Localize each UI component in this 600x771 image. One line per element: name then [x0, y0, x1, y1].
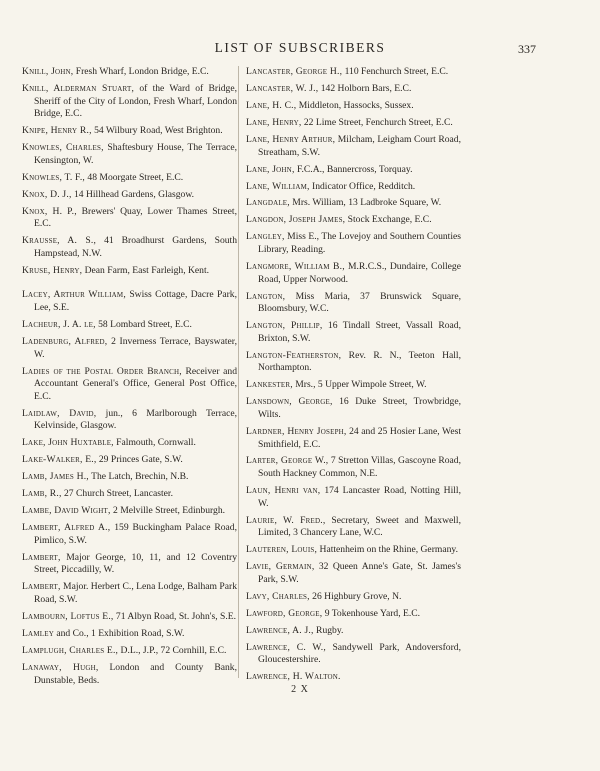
subscriber-entry	[246, 261, 461, 286]
subscriber-address: 142 Holborn Bars, E.C.	[318, 82, 412, 94]
subscriber-name: Kruse, Henry,	[22, 264, 83, 276]
subscriber-name: Laidlaw, David,	[22, 407, 97, 419]
subscriber-address: D.L., J.P., 72 Cornhill, E.C.	[118, 644, 227, 656]
subscriber-address: Indicator Office, Redditch.	[309, 180, 416, 192]
subscriber-entry	[22, 125, 237, 138]
subscriber-entry	[246, 197, 461, 210]
subscriber-entry	[246, 426, 461, 451]
subscriber-name: Ladies of the Postal Order Branch,	[22, 365, 182, 377]
subscriber-address: Sandywell Park, Andoversford, Gloucestershire.	[258, 641, 461, 666]
subscriber-entry	[246, 320, 461, 345]
subscriber-name: Knipe, Henry R.,	[22, 125, 92, 137]
subscriber-column-right	[246, 66, 461, 688]
subscriber-entry	[246, 591, 461, 604]
subscriber-entry	[22, 206, 237, 231]
subscriber-entry	[22, 552, 237, 577]
subscriber-name: Lamb, R.,	[22, 488, 62, 500]
subscriber-entry	[246, 561, 461, 586]
subscriber-entry	[246, 379, 461, 392]
subscriber-address: 2 Inverness Terrace, Bayswater, W.	[34, 336, 237, 360]
subscriber-name: Lardner, Henry Joseph,	[246, 425, 347, 437]
subscriber-address: 159 Buckingham Palace Road, Pimlico, S.W.	[34, 522, 237, 546]
subscriber-address: 22 Lime Street, Fenchurch Street, E.C.	[301, 116, 453, 128]
subscriber-entry	[22, 66, 237, 79]
subscriber-name: Lane, H. C.,	[246, 99, 297, 111]
subscriber-entry	[246, 117, 461, 130]
subscriber-address: Dean Farm, East Farleigh, Kent.	[82, 264, 210, 276]
subscriber-name: Lamley	[22, 627, 54, 639]
subscriber-address: 54 Wilbury Road, West Brighton.	[91, 125, 223, 137]
subscriber-address: of the Ward of Bridge, Sheriff of the City of London, Fresh Wharf, London Bridge, E.C.	[34, 82, 237, 120]
subscriber-name: Knill, John,	[22, 66, 74, 77]
subscriber-entry	[246, 625, 461, 638]
subscriber-entry	[22, 454, 237, 467]
subscriber-address: Falmouth, Cornwall.	[113, 437, 196, 449]
subscriber-name: Lawford, George,	[246, 607, 323, 619]
subscriber-name: Lane, William,	[246, 180, 310, 192]
subscriber-name: Knox, D. J.,	[22, 188, 72, 200]
subscriber-address: Stock Exchange, E.C.	[345, 214, 432, 226]
subscriber-name: Larter, George W.,	[246, 455, 329, 467]
subscriber-address: M.R.C.S., Dundaire, College Road, Upper Norwood.	[258, 261, 461, 285]
subscriber-name: Knox, H. P.,	[22, 205, 77, 217]
subscriber-name: Knill, Alderman Stuart,	[22, 82, 135, 94]
subscriber-name: Langmore, William B.,	[246, 261, 345, 273]
subscriber-address: Milcham, Leigham Court Road, Streatham, S.W.	[258, 133, 461, 158]
subscriber-address: Miss E., The Lovejoy and Southern Counties Library, Reading.	[258, 231, 461, 256]
subscriber-name: Lacey, Arthur William,	[22, 289, 126, 301]
subscriber-entry	[22, 611, 237, 624]
subscriber-entry	[246, 164, 461, 177]
subscriber-address: 71 Albyn Road, St. John's, S.E.	[113, 610, 236, 622]
subscriber-name: Langton, Phillip,	[246, 320, 323, 332]
subscriber-name: Lake-Walker, E.,	[22, 454, 97, 466]
subscriber-address: Brewers' Quay, Lower Thames Street, E.C.	[34, 205, 237, 230]
subscriber-address: 26 Highbury Grove, N.	[309, 590, 402, 602]
subscriber-name: Langdon, Joseph James,	[246, 214, 346, 226]
subscriber-name: Lambe, David Wight,	[22, 505, 111, 517]
subscriber-entry	[22, 581, 237, 606]
subscriber-address: 16 Duke Street, Trowbridge, Wilts.	[258, 396, 461, 420]
subscriber-entry	[22, 142, 237, 167]
subscriber-name: Knowles, Charles,	[22, 142, 104, 154]
subscriber-entry	[22, 83, 237, 121]
subscriber-name: Lane, John,	[246, 163, 295, 175]
subscriber-name: Knowles, T. F.,	[22, 171, 86, 183]
subscriber-entry	[246, 291, 461, 316]
subscriber-entry	[246, 66, 461, 79]
subscriber-address: 14 Hillhead Gardens, Glasgow.	[71, 188, 195, 200]
subscriber-name: Lancaster, George H.,	[246, 66, 343, 77]
subscriber-name: Lavie, Germain,	[246, 561, 315, 573]
subscriber-entry	[246, 214, 461, 227]
subscriber-entry	[246, 100, 461, 113]
subscriber-address: F.C.A., Bannercross, Torquay.	[294, 163, 413, 175]
subscriber-address: 9 Tokenhouse Yard, E.C.	[322, 607, 421, 619]
page-number: 337	[518, 42, 536, 56]
subscriber-name: Lane, Henry,	[246, 116, 302, 128]
subscriber-entry	[246, 396, 461, 421]
subscriber-name: Lawrence, C. W.,	[246, 641, 326, 653]
subscriber-address: 48 Moorgate Street, E.C.	[85, 171, 184, 183]
subscriber-address: 16 Tindall Street, Vassall Road, Brixton, S.W.	[258, 320, 461, 344]
subscriber-entry	[22, 189, 237, 202]
subscriber-address: jun., 6 Marlborough Terrace, Kelvinside, Glasgow.	[34, 407, 237, 432]
subscriber-name: Lamplugh, Charles E.,	[22, 644, 119, 656]
subscriber-name: Langdale,	[246, 197, 290, 209]
subscriber-address: Shaftesbury House, The Terrace, Kensington, W.	[34, 142, 237, 166]
subscriber-entry	[246, 455, 461, 480]
subscriber-name: Langton-Featherston,	[246, 349, 342, 361]
subscriber-name: Ladenburg, Alfred,	[22, 336, 108, 347]
column-divider	[238, 66, 239, 678]
subscriber-name: Lake, John Huxtable,	[22, 437, 114, 449]
subscriber-address: 110 Fenchurch Street, E.C.	[342, 66, 449, 77]
subscriber-address: Major George, 10, 11, and 12 Coventry Street, Piccadilly, W.	[34, 551, 237, 576]
subscriber-entry	[22, 488, 237, 501]
subscriber-address: Hattenheim on the Rhine, Germany.	[317, 544, 458, 556]
subscriber-address: Swiss Cottage, Dacre Park, Lee, S.E.	[34, 289, 237, 314]
subscriber-name: Lanaway, Hugh,	[22, 661, 99, 673]
subscriber-address: 29 Princes Gate, S.W.	[96, 454, 183, 466]
subscriber-name: Lawrence, H. Walton.	[246, 671, 341, 683]
subscriber-name: Lancaster, W. J.,	[246, 82, 319, 94]
subscriber-entry	[22, 289, 237, 314]
subscriber-address: Receiver and Accountant General's Office, General Post Office, E.C.	[34, 365, 237, 402]
subscriber-entry	[246, 671, 461, 684]
subscriber-entry	[246, 608, 461, 621]
subscriber-entry	[22, 366, 237, 404]
subscriber-address: 58 Lombard Street, E.C.	[95, 319, 192, 331]
subscriber-address: The Latch, Brechin, N.B.	[88, 471, 189, 483]
subscriber-name: Lansdown, George,	[246, 396, 333, 408]
subscriber-entry	[22, 172, 237, 185]
subscriber-entry	[246, 181, 461, 194]
subscriber-name: Lamb, James H.,	[22, 471, 89, 483]
subscriber-name: Lambert, Alfred A.,	[22, 522, 111, 534]
subscriber-address: 27 Church Street, Lancaster.	[61, 488, 173, 500]
subscriber-entry	[246, 485, 461, 510]
subscriber-entry	[246, 515, 461, 540]
subscriber-name: Laun, Henri van,	[246, 485, 321, 497]
subscriber-entry	[246, 231, 461, 256]
subscriber-name: Langton,	[246, 290, 286, 302]
subscriber-entry	[22, 336, 237, 361]
subscriber-name: Lacheur, J. A. le,	[22, 319, 96, 331]
subscriber-address: Mrs., 5 Upper Wimpole Street, W.	[292, 379, 427, 391]
subscriber-name: Langley,	[246, 231, 285, 243]
subscriber-address: Mrs. William, 13 Ladbroke Square, W.	[289, 197, 442, 209]
subscriber-column-left	[22, 66, 237, 692]
page-title: LIST OF SUBSCRIBERS	[214, 40, 386, 55]
subscriber-address: 174 Lancaster Road, Notting Hill, W.	[258, 485, 461, 509]
subscriber-entry	[22, 522, 237, 547]
subscriber-address: London and County Bank, Dunstable, Beds.	[34, 661, 237, 686]
subscriber-name: Laurie, W. Fred.,	[246, 514, 326, 526]
subscriber-entry	[246, 642, 461, 667]
subscriber-address: Rev. R. N., Teeton Hall, Northampton.	[258, 349, 461, 374]
subscriber-name: Krausse, A. S.,	[22, 235, 97, 247]
subscriber-address: 41 Broadhurst Gardens, South Hampstead, N.W.	[34, 235, 237, 259]
subscriber-address: Major. Herbert C., Lena Lodge, Balham Park Road, S.W.	[34, 581, 237, 605]
subscriber-name: Lambourn, Loftus E.,	[22, 610, 114, 622]
printer-signature-mark: 2 X	[291, 684, 309, 695]
subscriber-address: 24 and 25 Hosier Lane, West Smithfield, E.C.	[258, 425, 461, 450]
subscriber-name: Lauteren, Louis,	[246, 544, 318, 556]
subscriber-entry	[22, 437, 237, 450]
subscriber-entry	[246, 83, 461, 96]
subscriber-entry	[22, 505, 237, 518]
subscriber-address: Fresh Wharf, London Bridge, E.C.	[73, 66, 209, 77]
subscriber-entry	[246, 134, 461, 159]
subscriber-entry	[22, 471, 237, 484]
subscriber-entry	[22, 319, 237, 332]
subscriber-entry	[22, 645, 237, 658]
subscriber-address: Miss Maria, 37 Brunswick Square, Bloomsbury, W.C.	[258, 290, 461, 315]
subscriber-entry	[22, 628, 237, 641]
subscriber-name: Lawrence, A. J.,	[246, 624, 314, 636]
subscriber-name: Lane, Henry Arthur,	[246, 133, 336, 145]
subscriber-entry	[22, 408, 237, 433]
subscriber-entry	[246, 544, 461, 557]
subscriber-entry	[22, 235, 237, 260]
subscriber-address: Middleton, Hassocks, Sussex.	[296, 99, 414, 111]
subscriber-entry	[246, 350, 461, 375]
subscriber-name: Lankester,	[246, 379, 293, 391]
subscriber-address: Rugby.	[313, 624, 344, 636]
subscriber-entry	[22, 265, 237, 278]
subscriber-address: 2 Melville Street, Edinburgh.	[110, 505, 226, 517]
subscriber-address: 32 Queen Anne's Gate, St. James's Park, S.W.	[258, 561, 461, 585]
subscriber-address: Secretary, Sweet and Maxwell, Limited, 3 Chancery Lane, W.C.	[258, 514, 461, 539]
subscriber-name: Lambert,	[22, 551, 61, 563]
subscriber-name: Lavy, Charles,	[246, 590, 310, 602]
subscriber-name: Lambert,	[22, 581, 61, 593]
subscriber-address: 7 Stretton Villas, Gascoyne Road, South Hackney Common, N.E.	[258, 455, 461, 480]
subscriber-address: and Co., 1 Exhibition Road, S.W.	[53, 627, 185, 639]
